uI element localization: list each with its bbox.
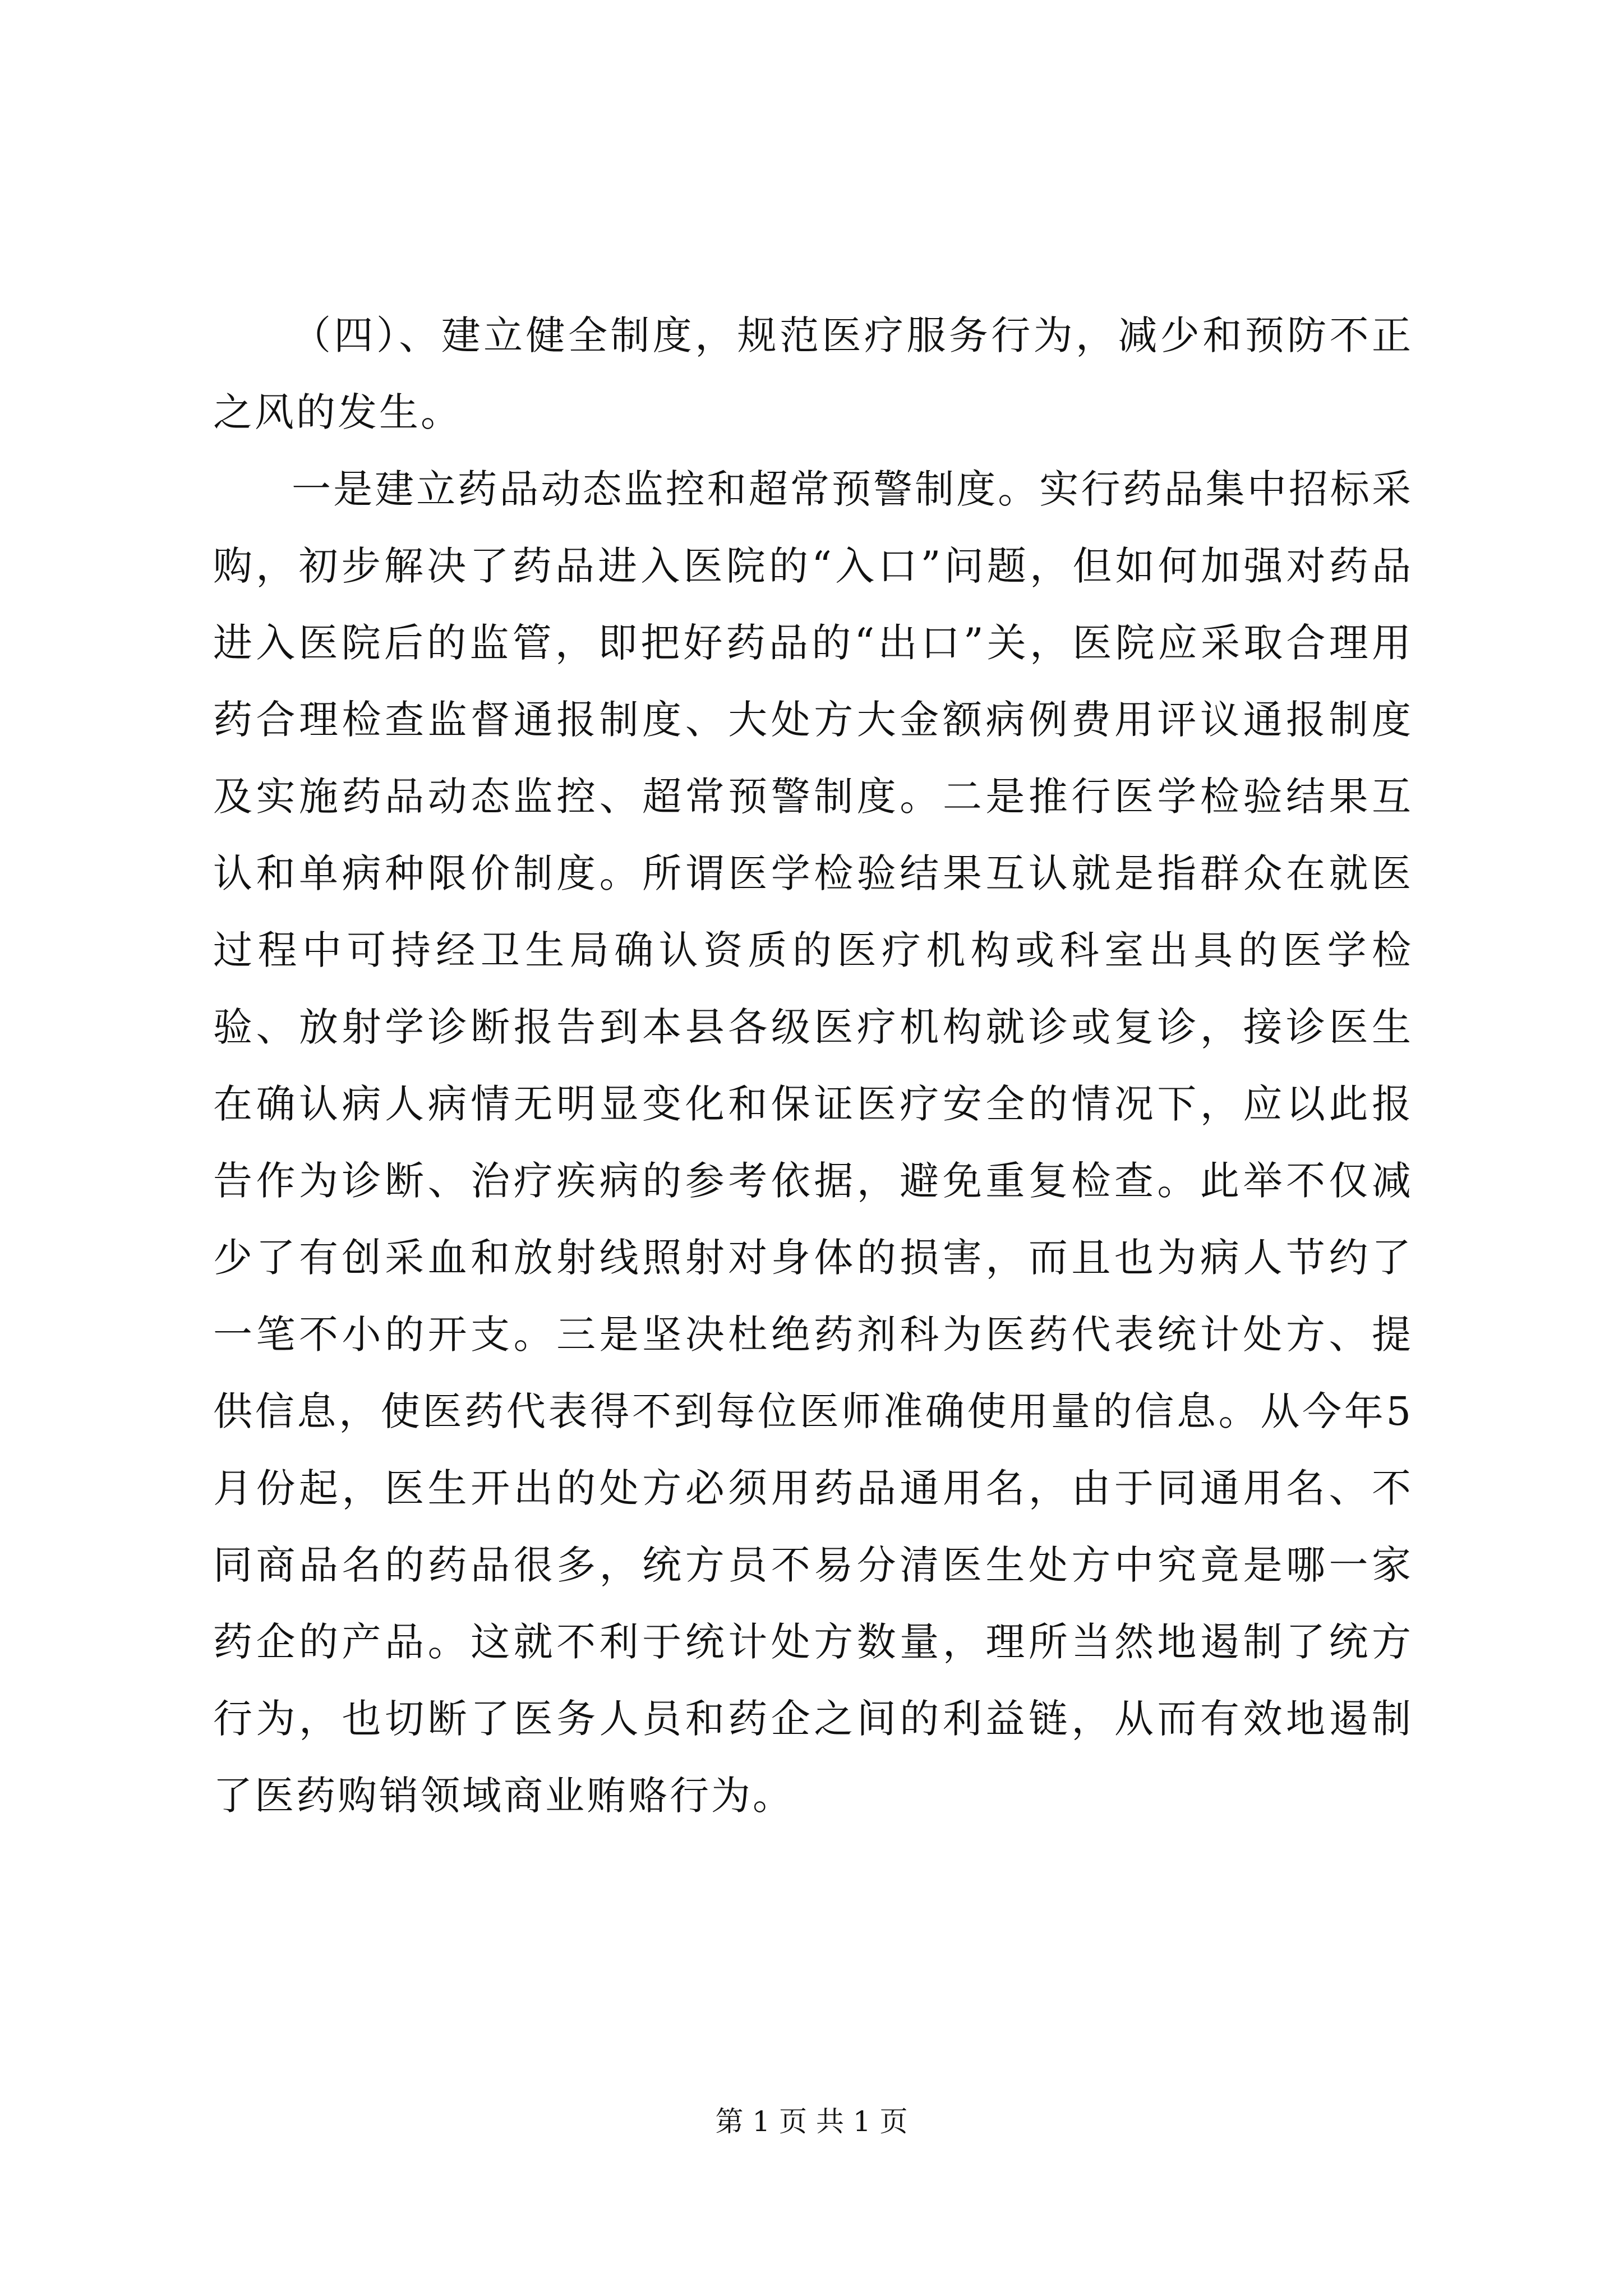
section-heading-paragraph: （四）、建立健全制度，规范医疗服务行为，减少和预防不正之风的发生。 xyxy=(213,312,1413,435)
document-body xyxy=(213,297,1413,1834)
page-number-footer: 第 1 页 共 1 页 xyxy=(715,2105,908,2138)
body-paragraph: 一是建立药品动态监控和超常预警制度。实行药品集中招标采购，初步解决了药品进入医院的“入口”问题，但如何加强对药品进入医院后的监管，即把好药品的“出口”关，医院应采取合理用药合理检查监督通报制度、大处方大金额病例费用评议通报制度及实施药品动态监控、超常预警制度。二是推行医学检验结果互认和单病种限价制度。所谓医学检验结果互认就是指群众在就医过程中可持经卫生局确认资质的医疗机构或科室出具的医学检验、放射学诊断报告到本县各级医疗机构就诊或复诊，接诊医生在确认病人病情无明显变化和保证医疗安全的情况下，应以此报告作为诊断、治疗疾病的参考依据，避免重复检查。此举不仅减少了有创采血和放射线照射对身体的损害，而且也为病人节约了一笔不小的开支。三是坚决杜绝药剂科为医药代表统计处方、提供信息，使医药代表得不到每位医师准确使用量的信息。从今年5月份起，医生开出的处方必须用药品通用名，由于同通用名、不同商品名的药品很多，统方员不易分清医生处方中究竟是哪一家药企的产品。这就不利于统计处方数量，理所当然地遏制了统方行为，也切断了医务人员和药企之间的利益链，从而有效地遏制了医药购销领域商业贿赂行为。 xyxy=(213,466,1413,1819)
